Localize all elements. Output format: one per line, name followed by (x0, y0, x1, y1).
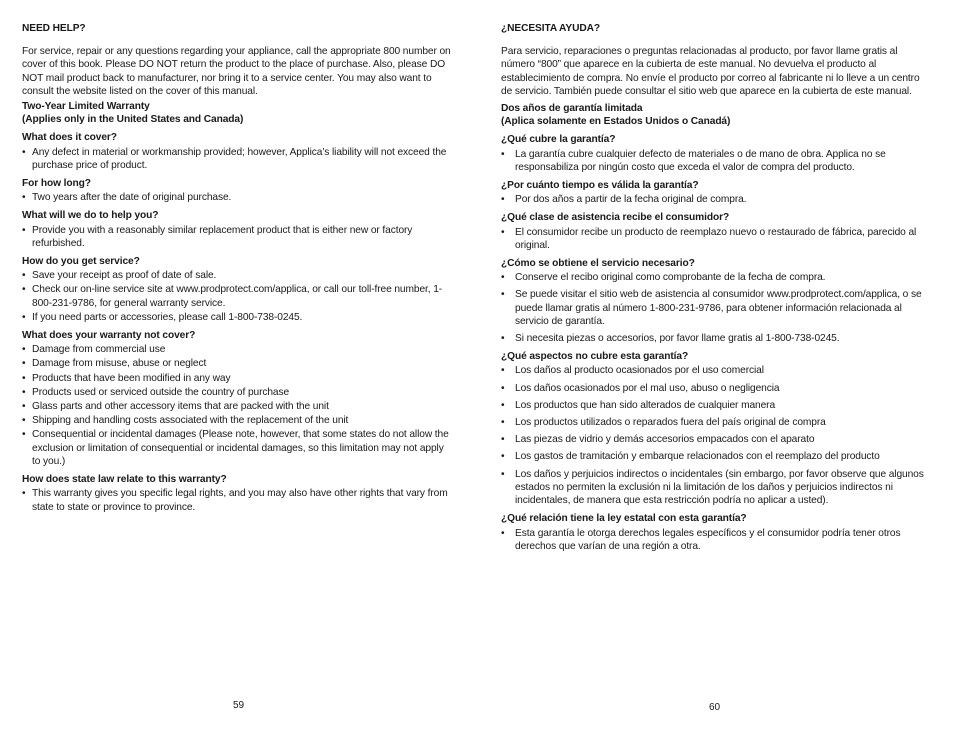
list-item-text: Si necesita piezas o accesorios, por favor llame gratis al 1-800-738-0245. (515, 333, 840, 345)
list-item (501, 527, 929, 553)
list-item-text: Los daños al producto ocasionados por el uso comercial (515, 365, 764, 377)
bullet-list (22, 146, 454, 172)
bullet-icon: • (501, 382, 505, 394)
bullet-icon: • (501, 434, 505, 446)
section-question: ¿Qué aspectos no cubre esta garantía? (501, 351, 689, 363)
list-item-text: Las piezas de vidrio y demás accesorios empacados con el aparato (515, 434, 815, 446)
bullet-list (501, 193, 929, 206)
bullet-icon: • (22, 372, 26, 384)
page-number: 59 (233, 700, 245, 711)
list-item-text: Shipping and handling costs associated with the replacement of the unit (32, 415, 349, 427)
list-item (22, 357, 454, 370)
list-item (22, 386, 454, 399)
bullet-icon: • (22, 224, 26, 236)
list-item-text: This warranty gives you specific legal rights, and you may also have other rights that vary from state to state or province to province. (32, 488, 448, 513)
list-item (501, 226, 929, 252)
section-question: For how long? (22, 178, 91, 190)
bullet-icon: • (501, 333, 505, 345)
bullet-icon: • (22, 270, 26, 282)
list-item-text: Los productos que han sido alterados de cualquier manera (515, 399, 776, 411)
list-item-text: Products used or serviced outside the country of purchase (32, 386, 290, 398)
bullet-icon: • (22, 192, 26, 204)
list-item-text: Damage from misuse, abuse or neglect (32, 358, 207, 370)
bullet-icon: • (501, 399, 505, 411)
bullet-list (501, 364, 929, 507)
list-item-text: Save your receipt as proof of date of sale. (32, 270, 217, 282)
list-item (501, 468, 929, 508)
list-item-text: El consumidor recibe un producto de reemplazo nuevo o restaurado de fábrica, parecido al original. (515, 226, 917, 251)
left-column (22, 22, 454, 514)
bullet-icon: • (22, 284, 26, 296)
list-item-text: Esta garantía le otorga derechos legales específicos y el consumidor podría tener otros derechos que varían de una región a otra. (515, 527, 901, 552)
bullet-icon: • (501, 148, 505, 160)
bullet-icon: • (501, 226, 505, 238)
list-item-text: Check our on-line service site at www.prodprotect.com/applica, or call our toll-free number, 1-800-231-9786, for general warranty service. (32, 284, 443, 309)
list-item-text: Damage from commercial use (32, 344, 166, 356)
bullet-icon: • (22, 415, 26, 427)
bullet-list (501, 527, 929, 553)
list-item (501, 364, 929, 377)
list-item (22, 191, 454, 204)
warranty-title-es: Dos años de garantía limitada (501, 103, 643, 115)
list-item-text: If you need parts or accessories, please call 1-800-738-0245. (32, 311, 303, 323)
section-question: ¿Qué relación tiene la ley estatal con esta garantía? (501, 513, 747, 525)
list-item-text: Los productos utilizados o reparados fuera del país original de compra (515, 417, 826, 429)
bullet-icon: • (22, 488, 26, 500)
list-item (22, 269, 454, 282)
list-item (501, 433, 929, 446)
bullet-icon: • (22, 344, 26, 356)
bullet-list (501, 271, 929, 345)
bullet-icon: • (22, 311, 26, 323)
list-item (22, 311, 454, 324)
section-question: ¿Qué clase de asistencia recibe el consumidor? (501, 212, 730, 224)
list-item-text: Los daños y perjuicios indirectos o incidentales (sin embargo, por favor observe que algunos estados no permiten la exclusión ni la limitación de los daños y perjuicios indirectos ni incidentales, de manera que esta restricción podría no aplicar a usted). (515, 468, 924, 507)
list-item (22, 372, 454, 385)
section-question: What does your warranty not cover? (22, 330, 196, 342)
list-item (501, 271, 929, 284)
warranty-scope-es: (Aplica solamente en Estados Unidos o Canadá) (501, 116, 731, 128)
list-item-text: Se puede visitar el sitio web de asistencia al consumidor www.prodprotect.com/applica, o se puede llamar gratis al número 1-800-231-9786, para obtener información relacionada al servicio de garantía. (515, 289, 922, 327)
list-item (501, 148, 929, 174)
list-item-text: Glass parts and other accessory items that are packed with the unit (32, 401, 329, 413)
list-item (501, 450, 929, 463)
bullet-icon: • (501, 289, 505, 301)
list-item (501, 332, 929, 345)
bullet-list (22, 343, 454, 468)
page-right-spanish (477, 0, 954, 738)
section-question: How do you get service? (22, 256, 140, 268)
intro-paragraph: For service, repair or any questions regarding your appliance, call the appropriate 800 number on cover of this book. Please DO NOT return the product to the place of purchase. Also, please DO NOT mail product back to manufacturer, nor bring it to a service center. You may also want to consult the website listed on the cover of this manual. (22, 46, 451, 97)
list-item-text: Los daños ocasionados por el mal uso, abuso o negligencia (515, 382, 780, 394)
bullet-icon: • (501, 365, 505, 377)
bullet-icon: • (22, 358, 26, 370)
warranty-title: Two-Year Limited Warranty (22, 101, 150, 113)
list-item-text: Provide you with a reasonably similar replacement product that is either new or factory refurbished. (32, 224, 413, 249)
list-item-text: Conserve el recibo original como comprobante de la fecha de compra. (515, 272, 826, 284)
bullet-icon: • (22, 429, 26, 441)
warranty-sections (22, 131, 454, 513)
list-item (22, 414, 454, 427)
bullet-icon: • (501, 468, 505, 480)
list-item (501, 193, 929, 206)
warranty-sections-es (501, 133, 929, 552)
bullet-icon: • (501, 527, 505, 539)
list-item (22, 487, 454, 513)
list-item (22, 283, 454, 309)
bullet-icon: • (22, 386, 26, 398)
list-item-text: La garantía cubre cualquier defecto de materiales o de mano de obra. Applica no se responsabiliza por ningún costo que exceda el valor de compra del producto. (515, 148, 886, 173)
bullet-list (22, 191, 454, 204)
right-column (501, 22, 929, 553)
list-item (22, 146, 454, 172)
intro-paragraph-es: Para servicio, reparaciones o preguntas relacionadas al producto, por favor llame gratis al número “800” que aparece en la cubierta de este manual. No devuelva el producto al establecimiento de compra. No envíe el producto por correo al fabricante ni lo lleve a un centro de servicio. También puede consultar el sitio web que aparece en la cubierta de este manual. (501, 46, 920, 97)
list-item (22, 343, 454, 356)
necesita-ayuda-heading: ¿NECESITA AYUDA? (501, 23, 600, 34)
list-item-text: Products that have been modified in any way (32, 372, 231, 384)
bullet-icon: • (501, 417, 505, 429)
list-item-text: Two years after the date of original purchase. (32, 192, 232, 204)
list-item (501, 382, 929, 395)
bullet-list (22, 269, 454, 324)
bullet-list (22, 224, 454, 250)
list-item (501, 399, 929, 412)
section-question: How does state law relate to this warranty? (22, 474, 227, 486)
list-item (22, 224, 454, 250)
bullet-icon: • (501, 194, 505, 206)
section-question: ¿Cómo se obtiene el servicio necesario? (501, 258, 695, 270)
list-item-text: Los gastos de tramitación y embarque relacionados con el reemplazo del producto (515, 451, 880, 463)
section-question: What will we do to help you? (22, 210, 159, 222)
bullet-list (501, 226, 929, 252)
list-item-text: Por dos años a partir de la fecha original de compra. (515, 194, 747, 206)
bullet-icon: • (501, 272, 505, 284)
page-number-es: 60 (709, 702, 721, 713)
bullet-list (22, 487, 454, 513)
list-item (501, 416, 929, 429)
list-item (22, 400, 454, 413)
list-item-text: Any defect in material or workmanship provided; however, Applica’s liability will not exceed the purchase price of product. (32, 146, 447, 171)
bullet-icon: • (22, 401, 26, 413)
bullet-list (501, 148, 929, 174)
bullet-icon: • (501, 451, 505, 463)
bullet-icon: • (22, 146, 26, 158)
section-question: ¿Por cuánto tiempo es válida la garantía? (501, 180, 699, 192)
section-question: What does it cover? (22, 132, 117, 144)
list-item-text: Consequential or incidental damages (Please note, however, that some states do not allow the exclusion or limitation of consequential or incidental damages, so this limitation may not apply to you.) (32, 429, 449, 467)
warranty-scope: (Applies only in the United States and Canada) (22, 114, 244, 126)
section-question: ¿Qué cubre la garantía? (501, 134, 616, 146)
list-item (22, 428, 454, 468)
list-item (501, 288, 929, 328)
need-help-heading: NEED HELP? (22, 23, 86, 34)
